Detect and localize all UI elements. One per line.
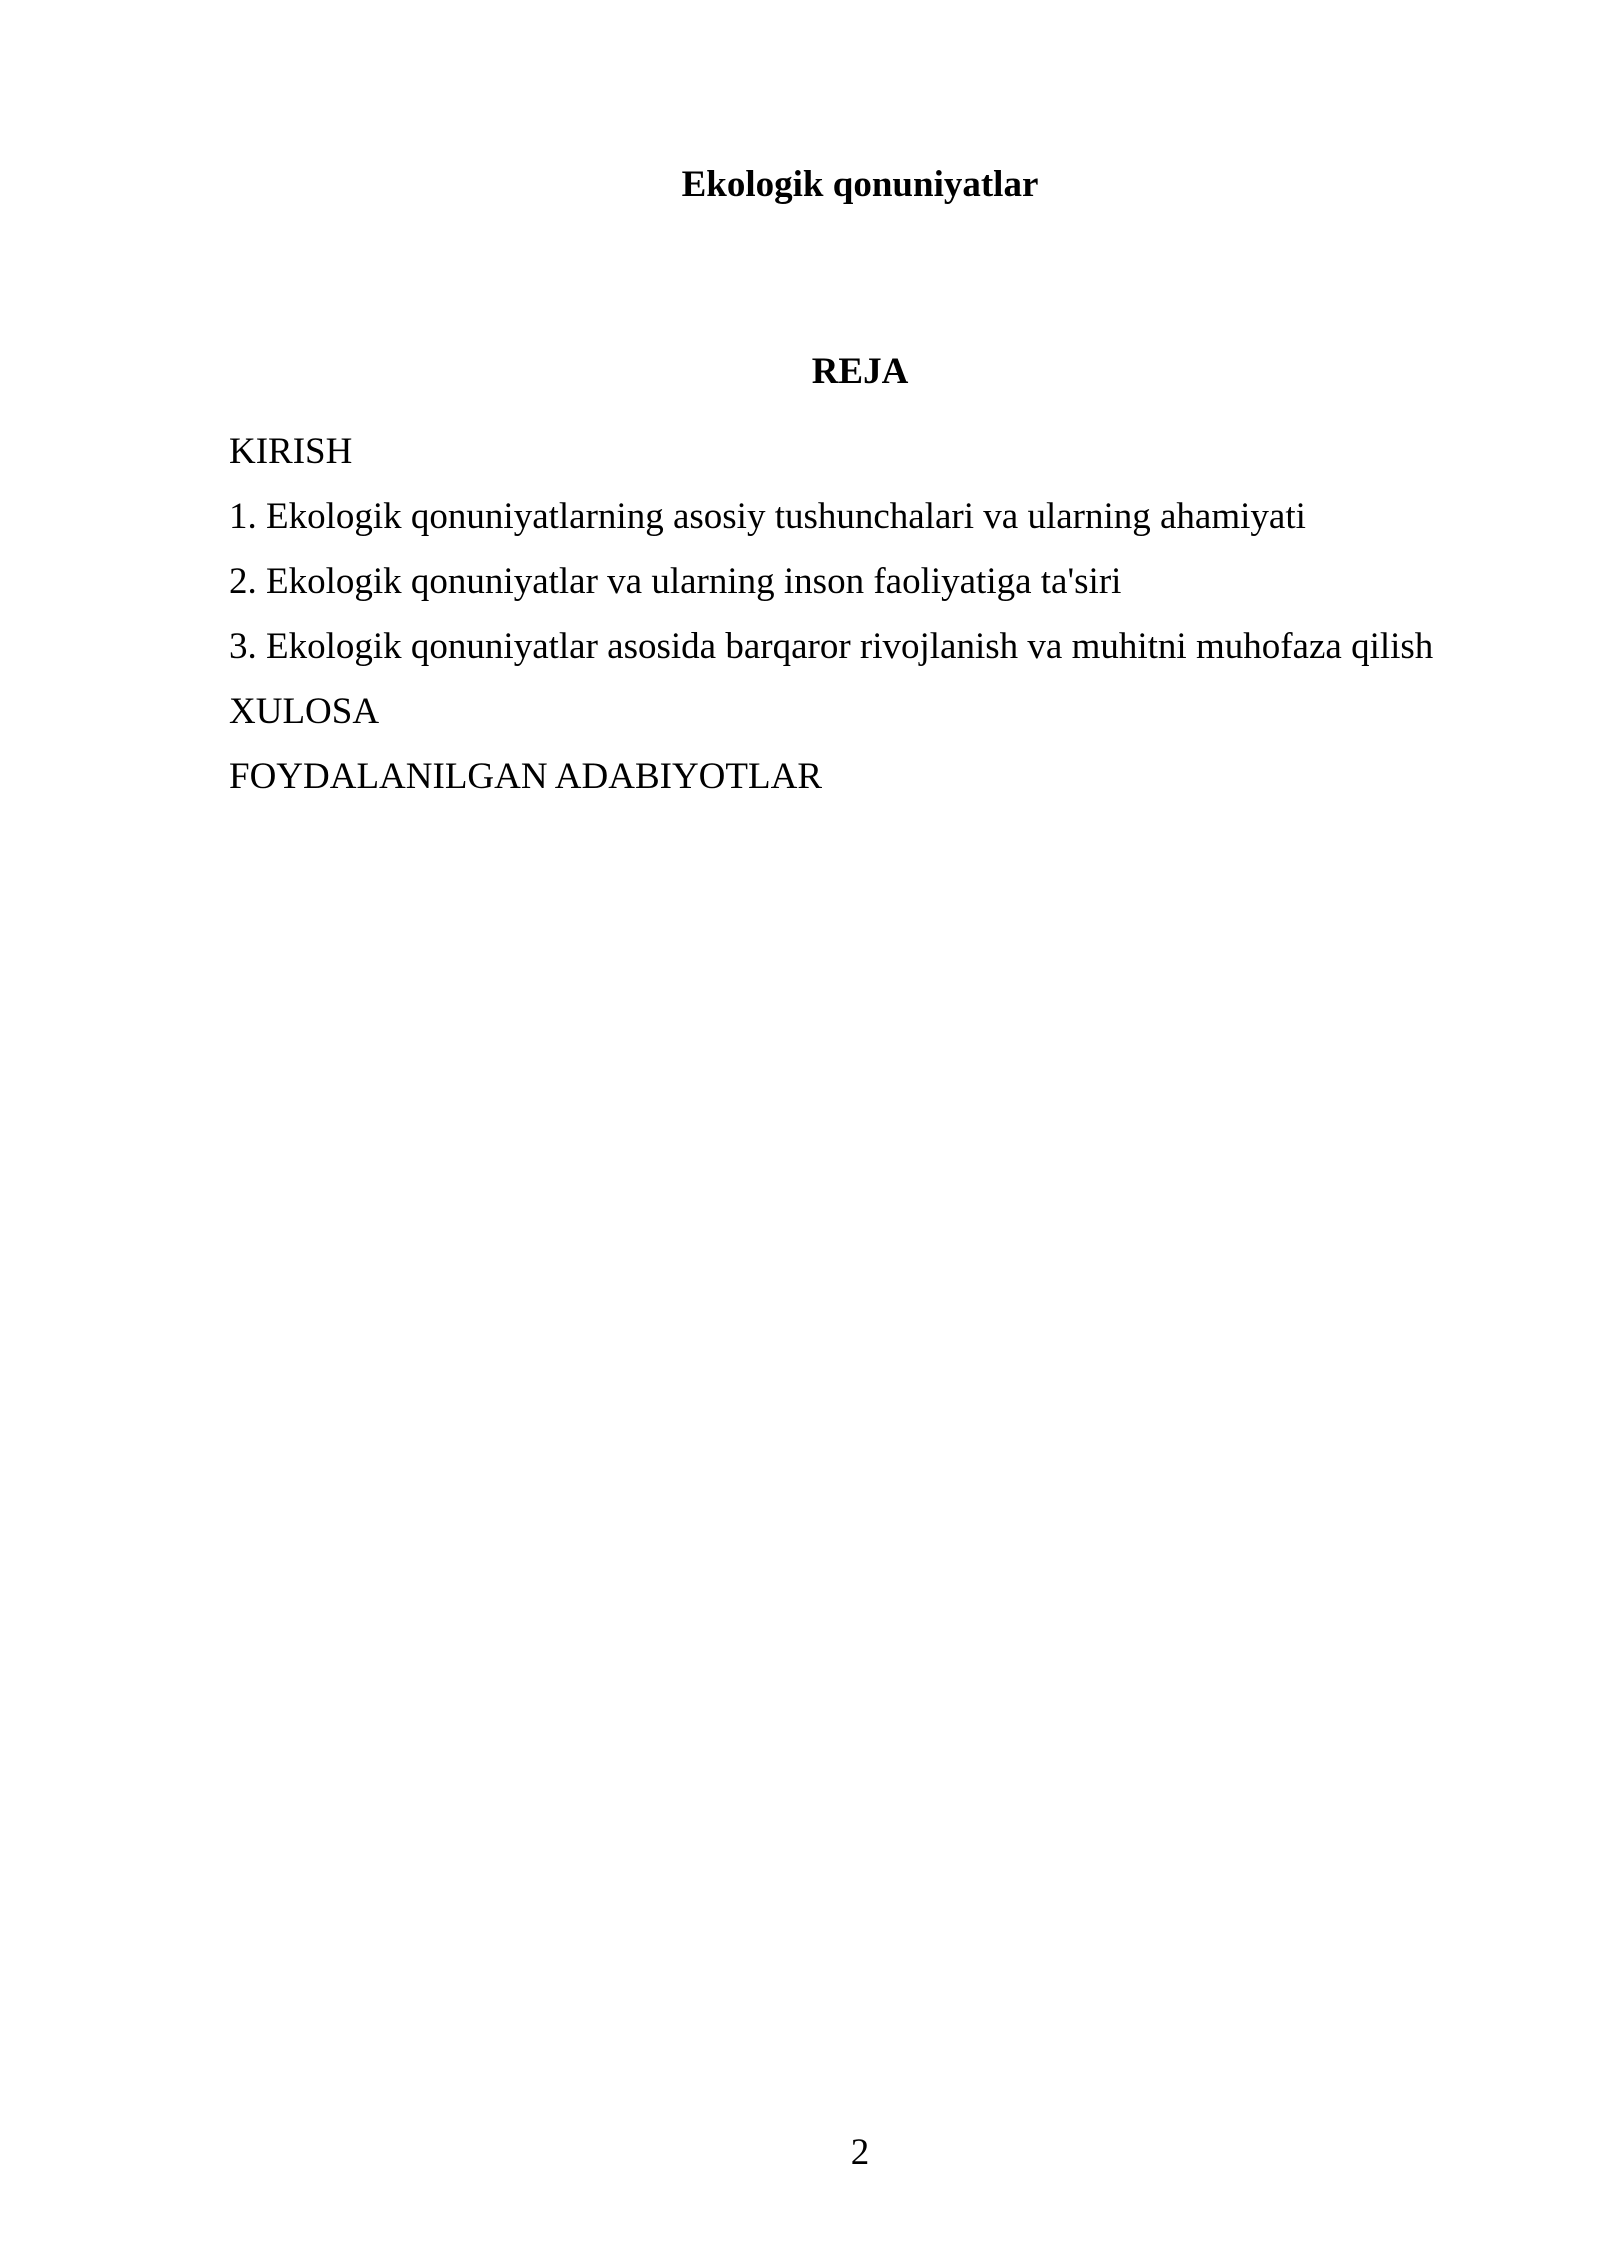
plan-item-introduction: KIRISH [229, 431, 353, 472]
plan-item-3: 3. Ekologik qonuniyatlar asosida barqaror rivojlanish va muhitni muhofaza qilish [229, 626, 1434, 667]
plan-item-2: 2. Ekologik qonuniyatlar va ularning inson faoliyatiga ta'siri [229, 561, 1122, 602]
plan-item-references: FOYDALANILGAN ADABIYOTLAR [229, 756, 822, 797]
plan-heading: REJA [811, 351, 909, 392]
page-number: 2 [850, 2132, 870, 2173]
plan-list [229, 419, 1433, 809]
plan-item-1: 1. Ekologik qonuniyatlarning asosiy tushunchalari va ularning ahamiyati [229, 496, 1306, 537]
document-title: Ekologik qonuniyatlar [681, 164, 1039, 205]
plan-item-conclusion: XULOSA [229, 691, 380, 732]
